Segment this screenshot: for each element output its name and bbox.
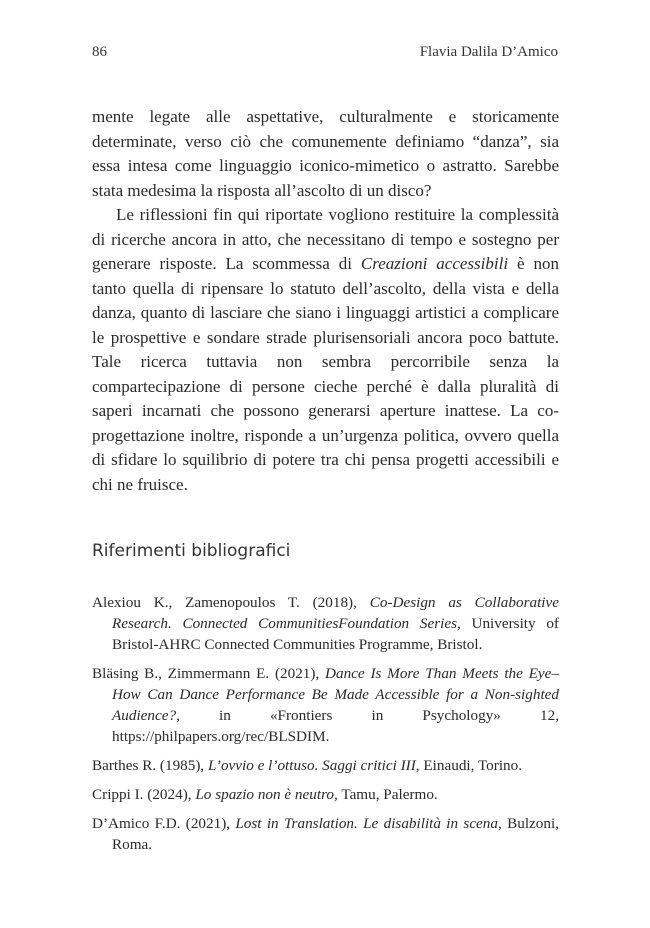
paragraph-2-part-b: è non tanto quella di ripensare lo statuto dell’ascolto, della vista e della danza, quanto di lasciare che siano i linguaggi artistici a complicare le prospettive e sondare strade plurisensoriali ancora poco battute. Tale ricerca tuttavia non sembra percorribile senza la compartecipazione di persone cieche perché è dalla pluralità di saperi incarnati che possono generarsi aperture inattese. La co-progettazione inoltre, risponde a un’urgenza politica, ovvero quella di sfidare lo squilibrio di potere tra chi pensa progetti accessibili e chi ne fruisce. <box>92 254 559 494</box>
reference-title: Lo spazio non è neutro <box>195 786 335 803</box>
body-text <box>92 105 559 497</box>
reference-title: Co-Design as Collaborative Research. Connected CommunitiesFoundation Series, <box>112 594 559 632</box>
reference-item <box>92 663 559 747</box>
paragraph-2 <box>92 203 559 497</box>
reference-item <box>92 813 559 855</box>
reference-authors: D’Amico F.D. (2021), <box>92 815 236 832</box>
paragraph-2-italic-title: Creazioni accessibili <box>360 254 509 273</box>
reference-authors: Crippi I. (2024), <box>92 786 196 803</box>
reference-title: L’ovvio e l’ottuso. Saggi critici III <box>208 757 416 774</box>
reference-publisher: University of Bristol-AHRC Connected Communities Programme, Bristol. <box>112 615 559 653</box>
running-header-author: Flavia Dalila D’Amico <box>419 44 558 60</box>
reference-item <box>92 755 559 776</box>
reference-title: Lost in Translation. Le disabilità in scena <box>235 815 498 832</box>
reference-publisher: , Bulzoni, Roma. <box>112 815 559 853</box>
reference-publisher: , Einaudi, Torino. <box>415 757 523 774</box>
reference-authors: Bläsing B., Zimmermann E. (2021), <box>92 665 326 682</box>
reference-item <box>92 784 559 805</box>
reference-publisher: in «Frontiers in Psychology» 12, https://philpapers.org/rec/BLSDIM. <box>112 707 559 745</box>
section-title: Riferimenti bibliografici <box>92 541 291 561</box>
reference-authors: Alexiou K., Zamenopoulos T. (2018), <box>92 594 370 611</box>
reference-authors: Barthes R. (1985), <box>92 757 208 774</box>
paragraph-2-part-a: Le riflessioni fin qui riportate vogliono restituire la complessità di ricerche ancora in atto, che necessitano di tempo e sostegno per generare risposte. La scommessa di <box>92 205 559 273</box>
reference-item <box>92 592 559 655</box>
page-number: 86 <box>92 44 107 60</box>
reference-title: Dance Is More Than Meets the Eye–How Can Dance Performance Be Made Accessible for a Non-sighted Audience?, <box>112 665 560 724</box>
reference-publisher: , Tamu, Palermo. <box>334 786 438 803</box>
paragraph-1: mente legate alle aspettative, culturalmente e storicamente determinate, verso ciò che comunemente definiamo “danza”, sia essa intesa come linguaggio iconico-mimetico o astratto. Sarebbe stata medesima la risposta all’ascolto di un disco? <box>92 107 559 200</box>
running-header <box>92 44 558 66</box>
reference-list <box>92 592 559 863</box>
